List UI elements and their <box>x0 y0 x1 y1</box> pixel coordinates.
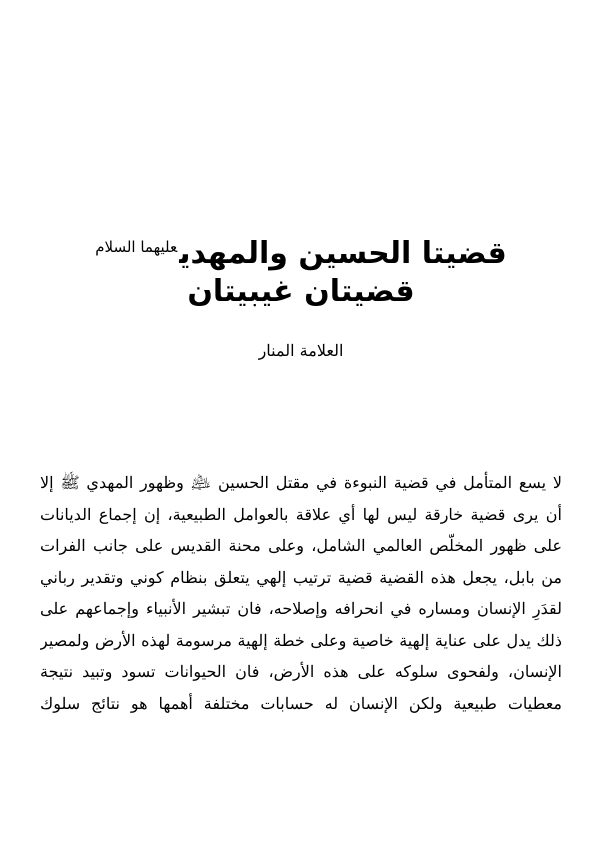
body-line: لا يسع المتأمل في قضية النبوءة في مقتل الحسين ﵇ وظهور المهدي ﷺ إلا <box>40 473 562 492</box>
body-line: على ظهور المخلّص العالمي الشامل، وعلى محنة القديس على جانب الفرات <box>40 536 562 555</box>
body-line: أن يرى قضية خارقة ليس لها أي علاقة بالعوامل الطبيعية، إن إجماع الديانات <box>40 504 562 524</box>
author-name: العلامة المنار <box>258 341 344 360</box>
title-line-2: قضيتان غيبيتان <box>187 274 415 309</box>
title-main: قضيتا الحسين والمهدي <box>179 236 507 271</box>
body-line: الإنسان، ولفحوى سلوكه على هذه الأرض، فان الحيوانات تسود وتبيد نتيجة <box>40 662 562 681</box>
body-line: معطيات طبيعية ولكن الإنسان له حسابات مختلفة أهمها هو نتائج سلوك <box>40 693 562 713</box>
body-line: ذلك يدل على عناية إلهية خاصية وعلى خطة إلهية مرسومة لهذه الأرض ولمصير <box>40 630 562 650</box>
body-line: من بابل، يجعل هذه القضية قضية ترتيب إلهي يتعلق بنظام كوني وتقدير رباني <box>40 567 562 587</box>
honorific-mark: عليهما السلام <box>95 238 178 256</box>
title-line-1 <box>60 228 542 273</box>
title-block <box>60 228 542 311</box>
body-line: لقدَرِ الإنسان ومساره في انحرافه وإصلاحه، فان تبشير الأنبياء وإجماعهم على <box>40 599 562 618</box>
body-paragraph <box>40 467 562 719</box>
